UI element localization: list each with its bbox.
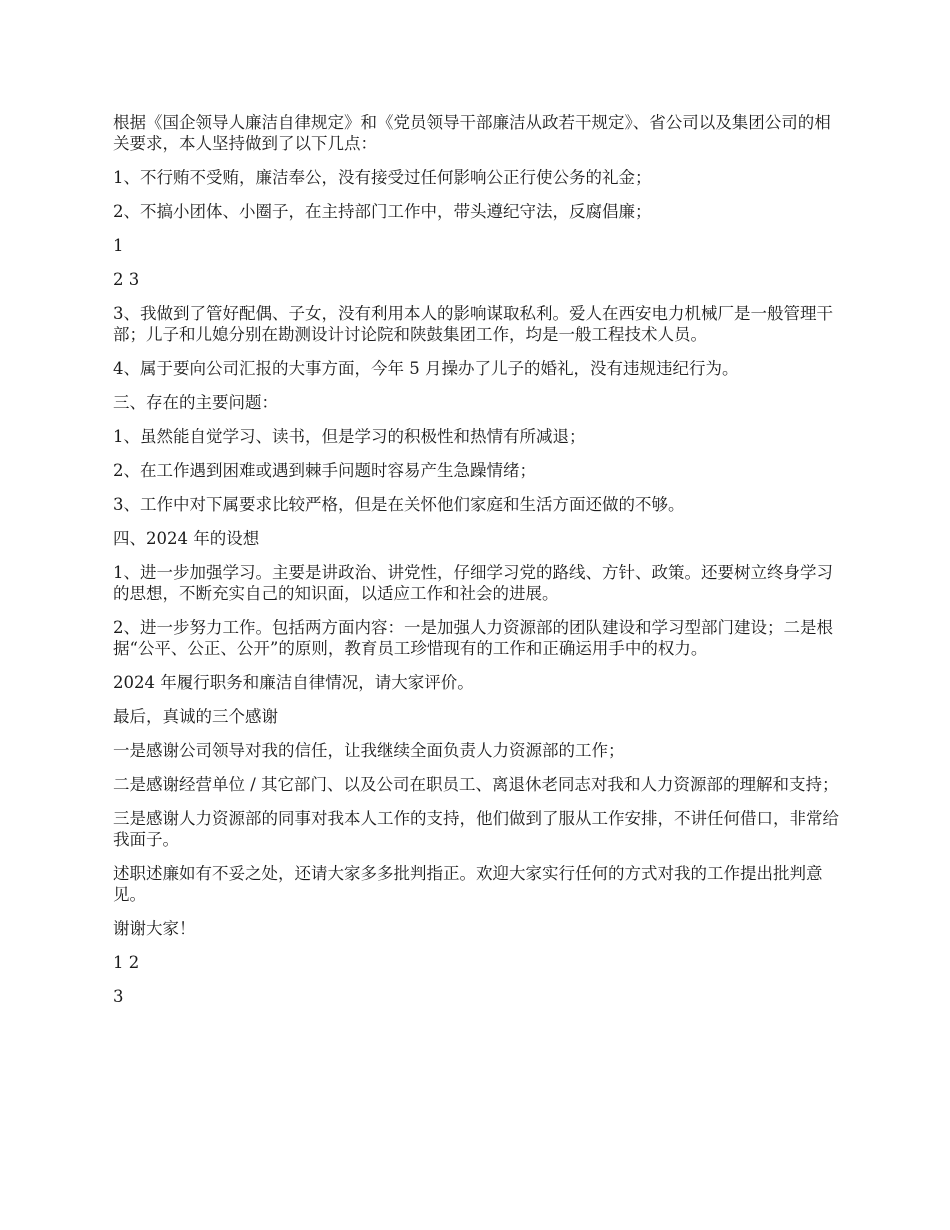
list-item: 1、虽然能自觉学习、读书，但是学习的积极性和热情有所减退； — [113, 427, 586, 446]
intro-paragraph: 根据《国企领导人廉洁自律规定》和《党员领导干部廉洁从政若干规定》、省公司以及集团公司的相关要求，本人坚持做到了以下几点： — [113, 113, 831, 153]
list-item: 2、不搞小团体、小圈子，在主持部门工作中，带头遵纪守法，反腐倡廉； — [113, 202, 652, 221]
list-item: 3、工作中对下属要求比较严格，但是在关怀他们家庭和生活方面还做的不够。 — [113, 495, 685, 514]
closing-line: 谢谢大家！ — [113, 919, 196, 938]
section-heading: 四、2024 年的设想 — [113, 529, 260, 548]
page-number: 1 2 — [113, 953, 140, 972]
list-item: 4、属于要向公司汇报的大事方面，今年 5 月操办了儿子的婚礼，没有违规违纪行为。 — [113, 359, 739, 378]
body-paragraph: 2024 年履行职务和廉洁自律情况，请大家评价。 — [113, 673, 474, 692]
list-item: 2、进一步努力工作。包括两方面内容：一是加强人力资源部的团队建设和学习型部门建设；二是根据“公平、公正、公开”的原则，教育员工珍惜现有的工作和正确运用手中的权力。 — [113, 618, 833, 658]
document-body — [113, 112, 841, 1020]
body-paragraph: 最后，真诚的三个感谢 — [113, 707, 278, 726]
thanks-item: 一是感谢公司领导对我的信任，让我继续全面负责人力资源部的工作； — [113, 741, 625, 760]
thanks-item: 二是感谢经营单位 / 其它部门、以及公司在职员工、离退休老同志对我和人力资源部的理解和支持； — [113, 775, 839, 794]
section-heading: 三、存在的主要问题： — [113, 393, 278, 412]
list-item: 3、我做到了管好配偶、子女，没有利用本人的影响谋取私利。爱人在西安电力机械厂是一般管理干部；儿子和儿媳分别在勘测设计讨论院和陕鼓集团工作，均是一般工程技术人员。 — [113, 304, 833, 344]
list-item: 1、不行贿不受贿，廉洁奉公，没有接受过任何影响公正行使公务的礼金； — [113, 168, 652, 187]
page-number: 1 — [113, 236, 124, 255]
page-number: 3 — [113, 987, 124, 1006]
list-item: 1、进一步加强学习。主要是讲政治、讲党性，仔细学习党的路线、方针、政策。还要树立终身学习的思想，不断充实自己的知识面，以适应工作和社会的进展。 — [113, 563, 833, 603]
body-paragraph: 述职述廉如有不妥之处，还请大家多多批判指正。欢迎大家实行任何的方式对我的工作提出批判意见。 — [113, 864, 823, 904]
page-number: 2 3 — [113, 270, 140, 289]
list-item: 2、在工作遇到困难或遇到棘手问题时容易产生急躁情绪； — [113, 461, 536, 480]
thanks-item: 三是感谢人力资源部的同事对我本人工作的支持，他们做到了服从工作安排，不讲任何借口，非常给我面子。 — [113, 809, 839, 849]
